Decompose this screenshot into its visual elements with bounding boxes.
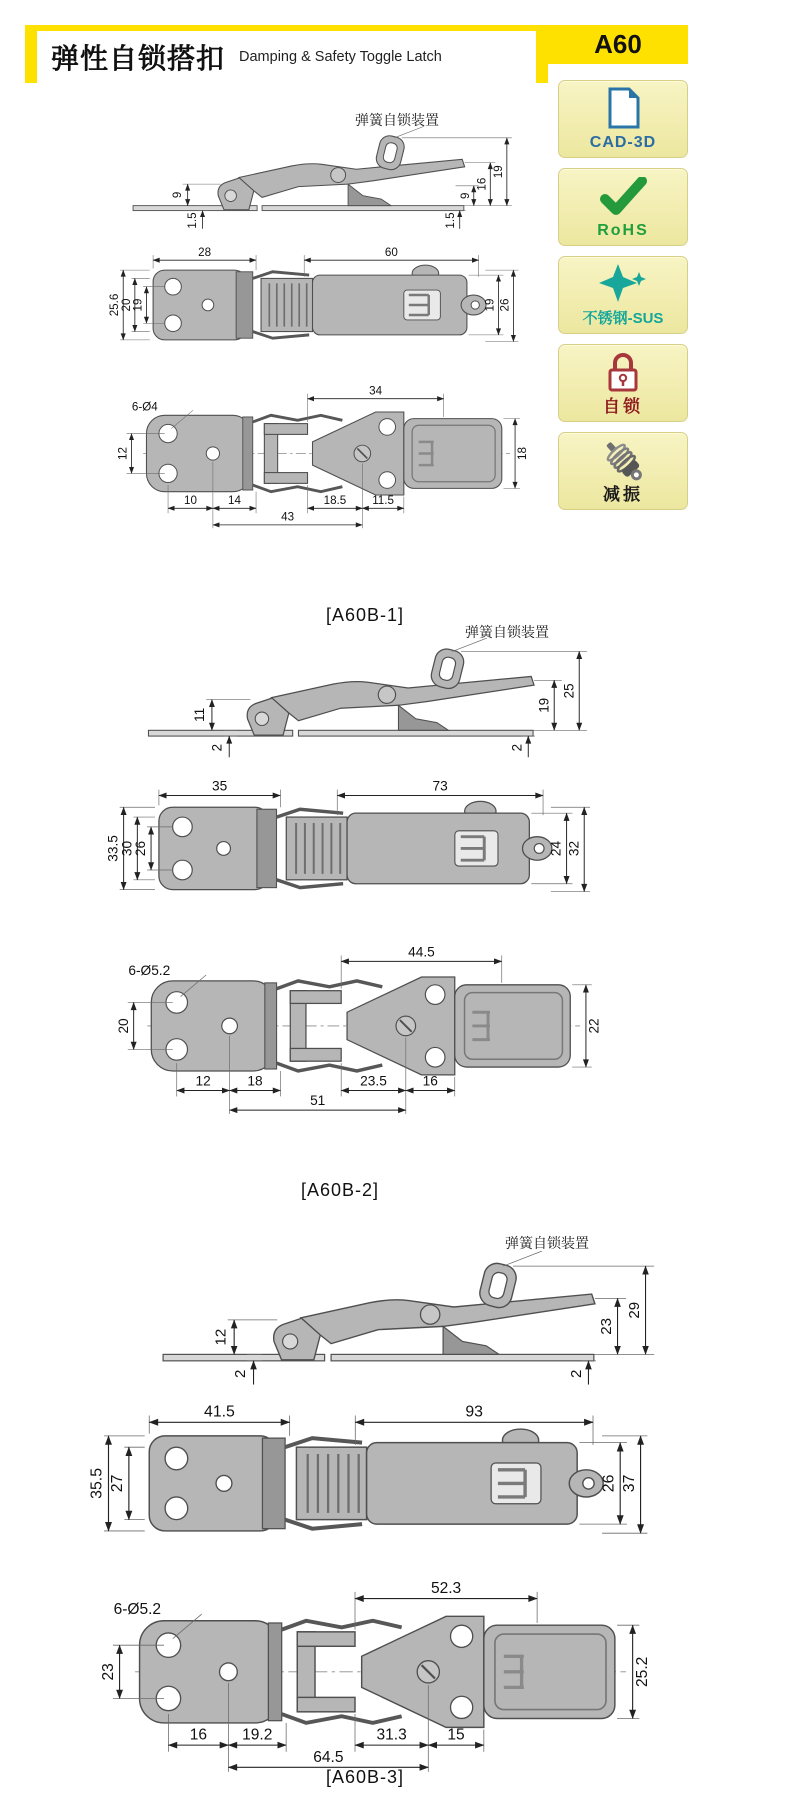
badge-rohs [558,168,688,246]
spring-lock-annotation: 弹簧自锁装置 [465,624,549,640]
dim-label: 24 [548,840,564,857]
variant-caption: [A60B-3] [325,1767,405,1787]
dim-label: 30 [119,840,135,857]
dim-label: 2 [509,743,525,752]
padlock-icon [603,345,643,398]
dim-label: 16 [476,177,489,191]
dim-label: 1.5 [186,212,199,229]
badge-self-lock [558,344,688,422]
plan-view-drawing [90,772,610,919]
dim-label: 31.3 [376,1726,407,1744]
dim-label: 25 [561,683,577,699]
dim-label: 28 [198,246,212,260]
dim-label: 23.5 [360,1073,387,1089]
dim-label: 19 [536,697,552,713]
variant-caption: [A60B-1] [325,605,405,625]
dim-label: 18 [515,447,529,460]
badge-damping [558,432,688,510]
check-icon [599,169,647,222]
dim-label: 9 [459,192,472,199]
side-view-drawing [120,1251,680,1391]
page-title-cn: 弹性自锁搭扣 [51,43,226,74]
dim-label: 27 [109,1474,127,1493]
dim-label: 22 [586,1018,602,1034]
dim-label: 19.2 [242,1726,273,1744]
hole-callout: 6-Ø4 [131,400,158,414]
badge-label: RoHS [597,222,649,239]
dim-label: 25.2 [634,1656,652,1687]
cad-document-icon [603,81,643,134]
dim-label: 11 [192,707,208,722]
dim-label: 34 [369,384,383,398]
spring-lock-annotation: 弹簧自锁装置 [505,1235,589,1251]
dim-label: 35.5 [88,1467,106,1499]
dim-label: 52.3 [430,1579,462,1597]
side-view-drawing [100,126,530,234]
shock-absorber-icon [599,433,647,486]
header-band [25,25,548,83]
drawing-group-a60b-2 [25,540,670,1200]
dim-label: 41.5 [204,1403,235,1421]
dim-label: 20 [115,1018,131,1034]
dim-label: 19 [492,165,505,179]
page-title-en: Damping & Safety Toggle Latch [239,49,442,65]
hole-callout: 6-Ø5.2 [128,963,171,979]
dim-label: 11.5 [372,494,394,508]
variant-caption: [A60B-2] [300,1180,380,1200]
dim-label: 18.5 [323,494,347,508]
dim-label: 93 [465,1403,483,1421]
dim-label: 33.5 [105,835,121,862]
dim-label: 23 [598,1318,616,1335]
dim-label: 16 [422,1073,438,1089]
dim-label: 18 [247,1073,263,1089]
dim-label: 1.5 [444,212,457,229]
dim-label: 15 [447,1726,465,1744]
dim-label: 9 [172,191,185,199]
dim-label: 12 [116,447,130,460]
dim-label: 26 [133,840,149,857]
dim-label: 64.5 [313,1748,344,1766]
dim-label: 26 [600,1474,618,1493]
plan-view-drawing [95,240,535,365]
badge-stainless [558,256,688,334]
plan-view-drawing [70,1395,670,1565]
dim-label: 12 [195,1073,211,1089]
dim-label: 23 [99,1663,117,1681]
badge-label: 自锁 [603,397,643,416]
badge-label: 减振 [603,485,643,504]
dim-label: 44.5 [408,944,435,960]
dim-label: 37 [620,1474,638,1493]
dim-label: 51 [310,1093,326,1109]
dim-label: 73 [432,778,448,794]
badge-label: 不锈钢-SUS [582,310,664,327]
dim-label: 19 [483,298,497,312]
dim-label: 32 [566,840,582,857]
spring-lock-annotation: 弹簧自锁装置 [355,112,439,128]
dim-label: 16 [189,1726,208,1744]
dim-label: 2 [567,1369,585,1378]
dim-label: 14 [228,494,241,508]
dim-label: 20 [119,298,133,312]
underside-view-drawing [70,1563,660,1774]
hole-callout: 6-Ø5.2 [113,1601,162,1619]
dim-label: 25.6 [108,293,122,317]
dim-label: 60 [384,246,398,260]
dim-label: 2 [231,1369,249,1378]
dim-label: 10 [184,494,197,508]
dim-label: 26 [498,298,512,312]
dim-label: 19 [131,298,145,312]
dim-label: 12 [212,1328,230,1346]
dim-label: 43 [281,510,295,524]
sparkle-icon [599,257,647,310]
drawing-group-a60b-3 [25,1195,725,1800]
dim-label: 2 [209,743,225,752]
badge-label: CAD-3D [589,134,657,151]
title-box [37,31,536,83]
product-code-badge: A60 [548,25,688,64]
dim-label: 35 [212,778,228,794]
underside-view-drawing [95,372,535,530]
dim-label: 29 [626,1301,644,1319]
badge-cad-3d [558,80,688,158]
side-view-drawing [110,638,610,763]
underside-view-drawing [90,930,610,1116]
